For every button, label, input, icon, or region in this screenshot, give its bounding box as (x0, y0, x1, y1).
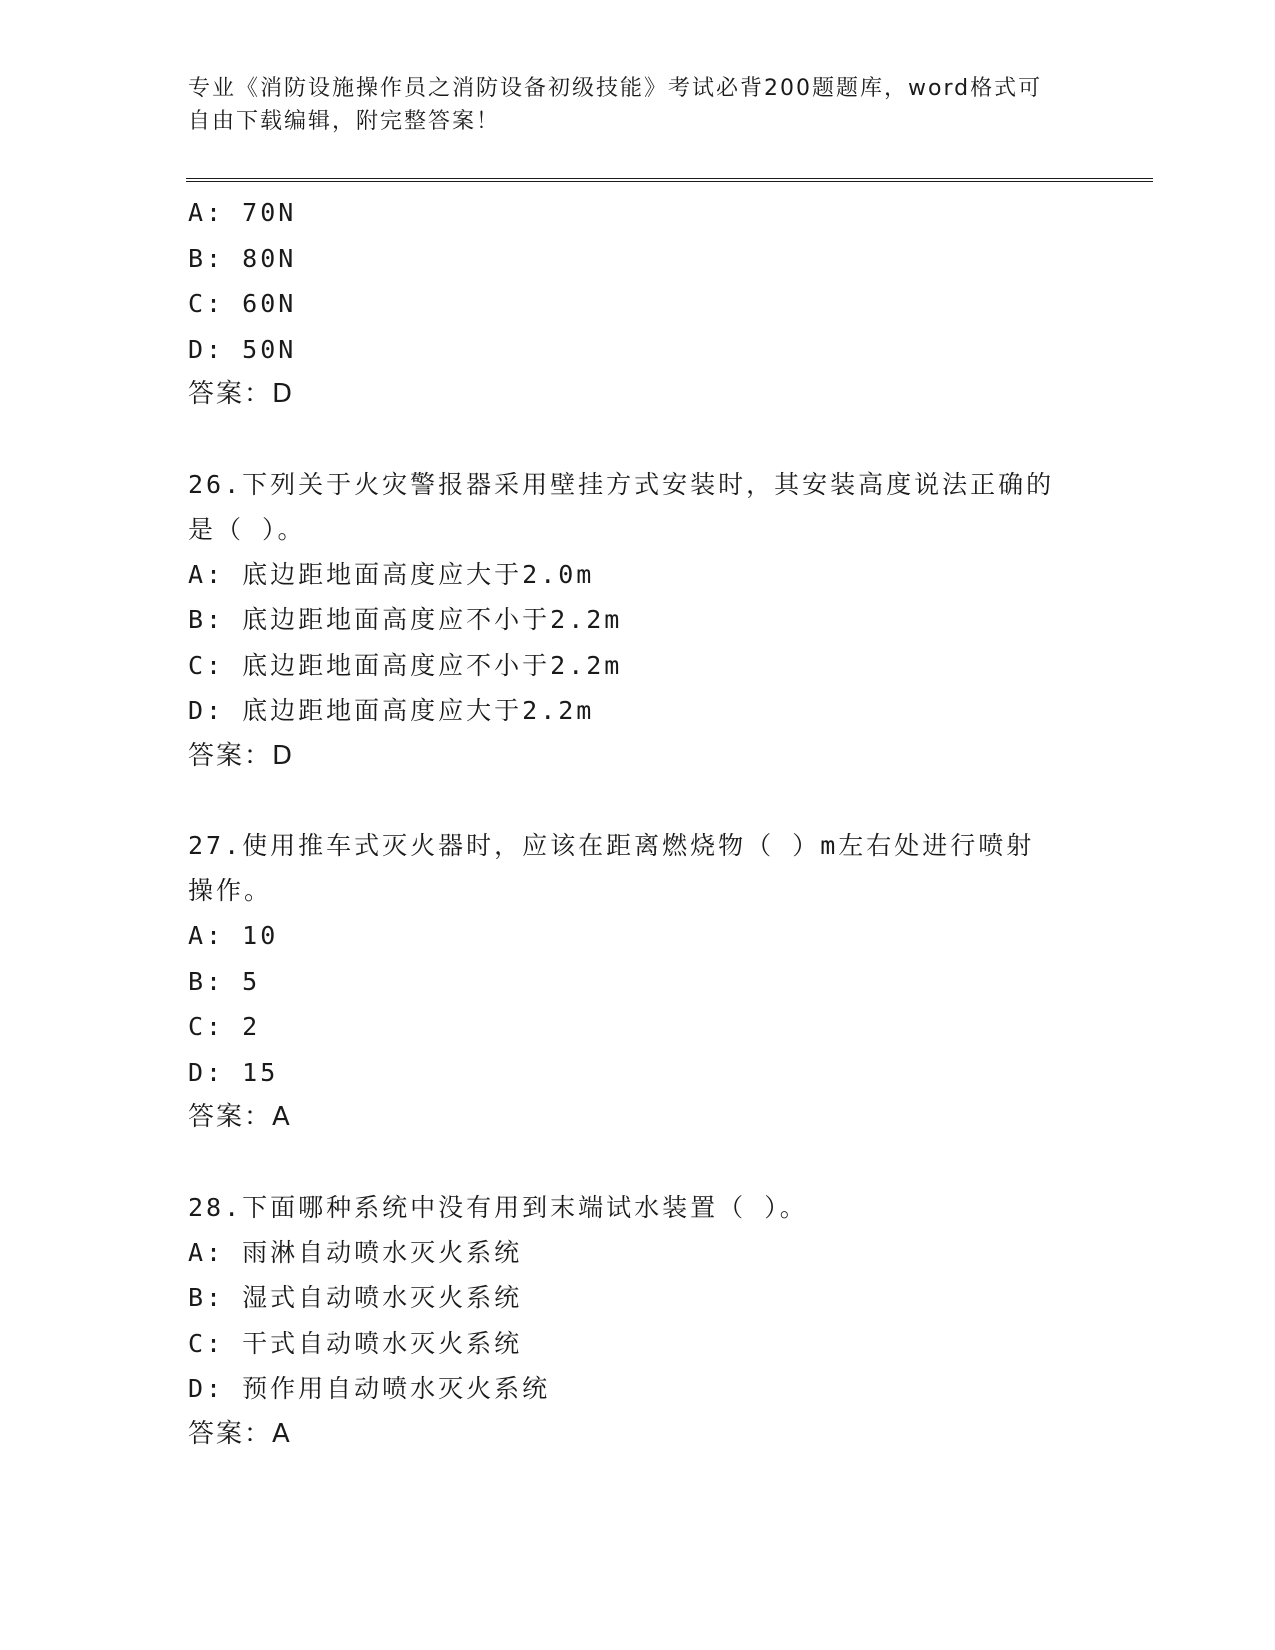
option-b: B: 底边距地面高度应不小于2.2m (188, 605, 623, 634)
question-stem-line-2: 操作。 (188, 876, 273, 905)
document-header (188, 72, 1068, 138)
answer-line: 答案：D (188, 379, 295, 409)
option-b: B: 5 (188, 966, 261, 996)
question-27 (188, 823, 1088, 1141)
spacer (188, 779, 1088, 823)
option-c: C: 2 (188, 1012, 261, 1041)
question-25-continued (188, 190, 1088, 418)
option-a: A: 10 (188, 921, 279, 950)
header-title-line-1: 专业《消防设施操作员之消防设备初级技能》考试必背200题题库，word格式可 (188, 76, 1043, 101)
header-divider (186, 178, 1153, 182)
question-list (188, 190, 1088, 1457)
option-a: A: 雨淋自动喷水灭火系统 (188, 1237, 523, 1267)
option-b: B: 湿式自动喷水灭火系统 (188, 1283, 523, 1312)
answer-line: 答案：A (188, 1102, 292, 1132)
question-stem-line-2: 是（ ）。 (188, 514, 306, 544)
question-stem-line-1: 28.下面哪种系统中没有用到末端试水装置（ ）。 (188, 1192, 808, 1222)
answer-line: 答案：D (188, 740, 295, 771)
option-a: A: 70N (188, 198, 297, 227)
spacer (188, 418, 1088, 462)
option-d: D: 50N (188, 334, 297, 364)
answer-line: 答案：A (188, 1418, 292, 1449)
spacer (188, 1141, 1088, 1185)
option-c: C: 60N (188, 289, 297, 318)
option-a: A: 底边距地面高度应大于2.0m (188, 559, 595, 589)
option-d: D: 底边距地面高度应大于2.2m (188, 696, 595, 725)
question-26 (188, 462, 1088, 780)
option-b: B: 80N (188, 243, 297, 273)
option-c: C: 干式自动喷水灭火系统 (188, 1328, 523, 1358)
header-title-line-2: 自由下载编辑，附完整答案！ (188, 109, 501, 134)
option-c: C: 底边距地面高度应不小于2.2m (188, 650, 623, 680)
option-d: D: 预作用自动喷水灭火系统 (188, 1374, 551, 1403)
option-d: D: 15 (188, 1057, 279, 1087)
question-stem-line-1: 26.下列关于火灾警报器采用壁挂方式安装时，其安装高度说法正确的 (188, 469, 1055, 499)
question-stem-line-1: 27.使用推车式灭火器时，应该在距离燃烧物（ ）m左右处进行喷射 (188, 831, 1035, 860)
question-28 (188, 1185, 1088, 1458)
